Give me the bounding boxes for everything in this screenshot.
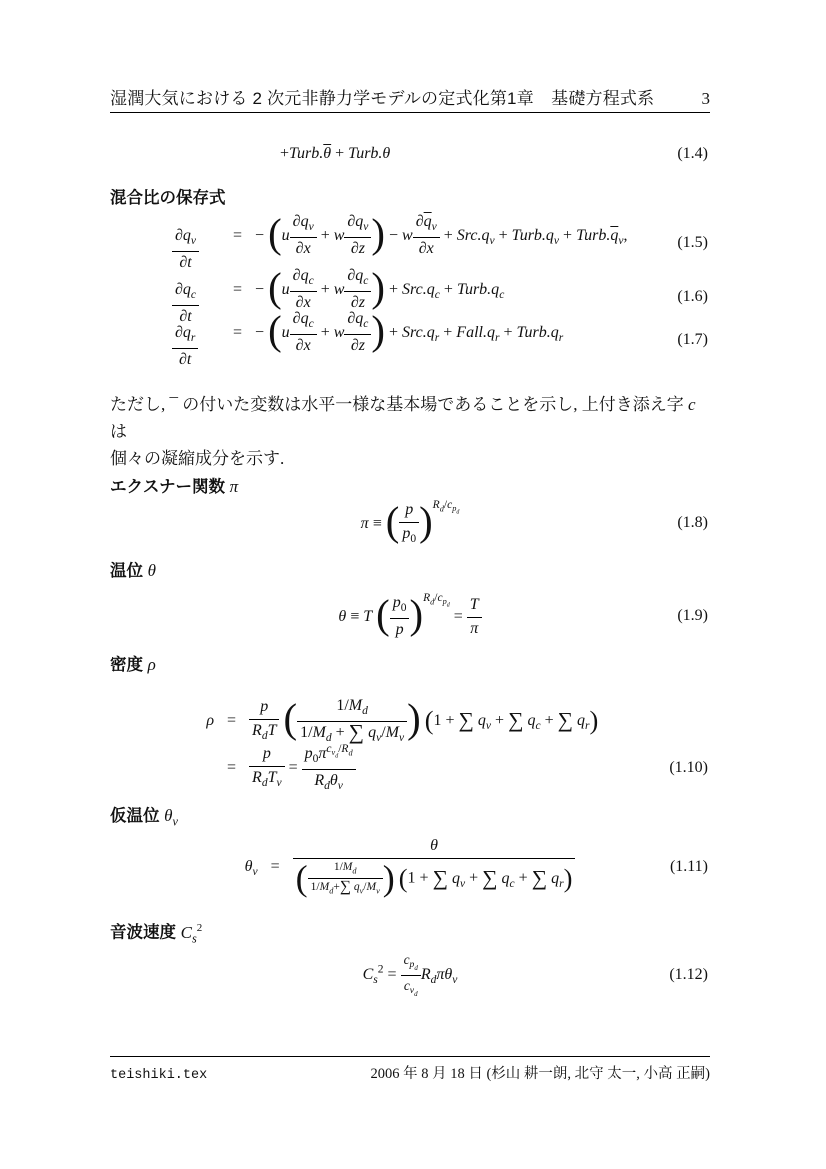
equation-1-10-line-2 — [110, 740, 710, 796]
heading-exner-function: エクスナー関数 π — [110, 477, 239, 496]
note-line-1: ただし, ¯ の付いた変数は水平一様な基本場であることを示し, 上付き添え字 c は — [110, 395, 696, 441]
equation-1-4 — [110, 140, 710, 168]
equation-1-12 — [110, 948, 710, 1002]
equation-1-11-number: (1.11) — [669, 858, 708, 875]
chapter-title: 第1章 基礎方程式系 — [489, 89, 655, 108]
page-number: 3 — [701, 89, 710, 108]
equation-1-4-number: (1.4) — [677, 145, 708, 162]
footer-date-authors: 2006 年 8 月 18 日 (杉山 耕一朗, 北守 太一, 小高 正嗣) — [370, 1066, 710, 1082]
equation-1-12-content: $C_s^2$ = $\frac{c_{p_d}}{c_{v_d}}$ $R_d\pi\theta_v$ — [362, 951, 458, 999]
equation-1-6-content: $\frac{\partial q_c}{\partial t}$ = − (u $\frac{\partial q_c}{\partial x}$ + w $\frac{\partial q_c}{\partial z}$ ) + $Src.q_c$ + $Turb.q_c$ — [172, 267, 504, 326]
note-paragraph — [110, 391, 714, 472]
footer-rule — [110, 1056, 710, 1057]
equation-1-6-number: (1.6) — [677, 288, 708, 305]
running-head-title — [110, 84, 654, 109]
note-line-2: 個々の凝縮成分を示す. — [110, 449, 285, 468]
equation-1-10-line-1-content: ρ = $\frac{p}{R_dT}$ ( $\frac{1/M_d}{1/M_d + \sum q_v/M_v}$ ) (1 + ∑ $q_v$ + ∑ $q_c$ + ∑ $q_r$) — [206, 696, 599, 744]
equation-1-5 — [110, 211, 710, 272]
equation-1-8-number: (1.8) — [677, 514, 708, 531]
equation-1-8-content: π ≡ ( $\frac{p}{p_0}$ )$^{R_d/c_{p_d}}$ — [360, 498, 460, 546]
equation-1-8 — [110, 495, 710, 551]
heading-potential-temperature: 温位 θ — [110, 561, 156, 580]
footer-filename: teishiki.tex — [110, 1068, 208, 1083]
heading-virtual-potential-temperature: 仮温位 $\theta_v$ — [110, 806, 178, 829]
document-title: 湿潤大気における 2 次元非静力学モデルの定式化 — [110, 89, 490, 108]
heading-density: 密度 ρ — [110, 655, 156, 674]
equation-1-9-content: θ ≡ T ( $\frac{p_0}{p}$ )$^{R_d/c_{p_d}}$ = $\frac{T}{\pi}$ — [338, 592, 481, 640]
equation-1-11 — [110, 835, 710, 899]
equation-1-10-line-2-content: = $\frac{p}{R_dT_v}$ = $\frac{p_0\pi^{c_{v_d}/R_d}}{R_d\theta_v}$ — [198, 743, 356, 794]
footer — [110, 1062, 710, 1083]
equation-1-11-content: $\theta_v$ = θ ( $\frac{1/M_d}{1/M_d+\sum q_v/M_v}$ ) (1 + ∑ $q_v$ + ∑ $q_c$ + ∑ $q_r$) — [245, 837, 576, 896]
equation-1-9-number: (1.9) — [677, 607, 708, 624]
equation-1-5-number: (1.5) — [677, 234, 708, 251]
equation-1-7-number: (1.7) — [677, 331, 708, 348]
header-rule — [110, 112, 710, 113]
running-head — [110, 84, 710, 109]
equation-1-4-content: $+Turb.\overline{\theta}$ + Turb.θ — [280, 145, 391, 162]
equation-1-7 — [110, 308, 710, 369]
equation-1-9 — [110, 587, 710, 645]
equation-1-7-content: $\frac{\partial q_r}{\partial t}$ = − (u $\frac{\partial q_c}{\partial x}$ + w $\frac{\partial q_c}{\partial z}$ ) + $Src.q_r$ + $Fall.q_r$ + $Turb.q_r$ — [172, 310, 563, 369]
equation-1-5-content: $\frac{\partial q_v}{\partial t}$ = − (u $\frac{\partial q_v}{\partial x}$ + w $\frac{\partial q_v}{\partial z}$ ) − w $\frac{\partial\overline{q}_v}{\partial x}$ + $Src.q_v$ + $Turb.q_v$ + $Turb.\overline{q}_v$, — [172, 213, 627, 272]
heading-sound-speed: 音波速度 $C_s^2$ — [110, 922, 203, 945]
equation-1-12-number: (1.12) — [669, 966, 708, 983]
heading-mixing-ratio-conservation: 混合比の保存式 — [110, 189, 226, 207]
equation-1-10-number: (1.10) — [669, 759, 708, 776]
